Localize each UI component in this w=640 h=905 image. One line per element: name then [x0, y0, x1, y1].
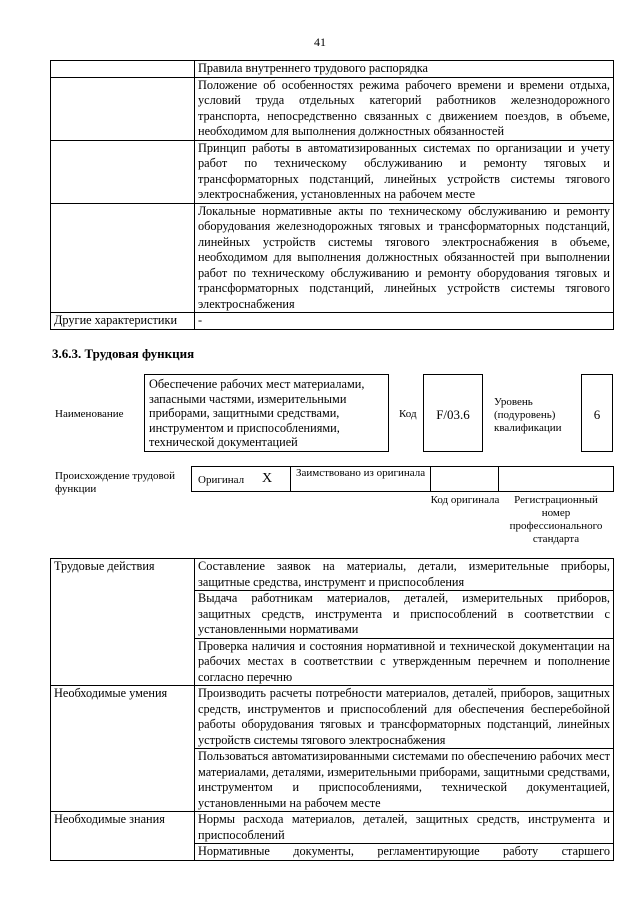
group-label: Необходимые умения [51, 686, 195, 812]
page-number: 41 [314, 35, 326, 49]
item-text: Составление заявок на материалы, детали, измерительные приборы, защитные средства, инструмент и приспособления [195, 559, 614, 591]
row-text: Принцип работы в автоматизированных системах по организации и учету работ по техническому обслуживанию и ремонту тяговых и трансформаторных подстанций, линейных устройств системы тягового электроснабжения, установленных на рабочем месте [195, 140, 614, 203]
table-row [51, 140, 614, 203]
original-mark: X [262, 471, 273, 486]
group-label: Необходимые знания [51, 812, 195, 861]
origin-label: Происхождение трудовой функции [55, 470, 176, 495]
row-text: Локальные нормативные акты по техническому обслуживанию и ремонту оборудования железнодорожных тяговых и трансформаторных подстанций, линейных устройств системы тягового электроснабжения в объеме, необходимом для выполнения должностных обязанностей при выполнении работ по техническому обслуживанию и ремонту оборудования тяговых и трансформаторных подстанций, линейных устройств системы тягового электроснабжения [195, 203, 614, 313]
function-name-value: Обеспечение рабочих мест материалами, запасными частями, измерительными приборами, защитными средствами, инструментом и приспособлениями, технической документацией [144, 374, 389, 452]
section-title: 3.6.3. Трудовая функция [52, 346, 195, 361]
row-label [51, 77, 195, 140]
item-text: Пользоваться автоматизированными системами по обеспечению рабочих мест материалами, деталями, измерительными приборами, защитными средствами, инструментом и приспособлениями, технической документацией, установленными на рабочем месте [195, 749, 614, 812]
divider [430, 467, 431, 491]
name-label: Наименование [55, 408, 124, 420]
table-row [51, 812, 614, 844]
row-label [51, 61, 195, 78]
item-text: Проверка наличия и состояния нормативной и технической документации на рабочих местах в соответствии с утвержденным перечнем и пополнение согласно перечню [195, 638, 614, 686]
divider [498, 467, 499, 491]
table-row [51, 77, 614, 140]
table-row [51, 686, 614, 749]
code-value: F/03.6 [423, 374, 483, 452]
group-label: Трудовые действия [51, 559, 195, 686]
item-text: Нормы расхода материалов, деталей, защитных средств, инструмента и приспособлений [195, 812, 614, 844]
row-text: Положение об особенностях режима рабочего времени и времени отдыха, условий труда отдельных категорий работников железнодорожного транспорта, непосредственно связанных с движением поездов, в объеме, необходимом для выполнения должностных обязанностей [195, 77, 614, 140]
table-row [51, 61, 614, 78]
table-row [51, 559, 614, 591]
divider [290, 467, 291, 491]
row-text: - [195, 313, 614, 330]
original-label: Оригинал [198, 474, 245, 486]
item-text: Производить расчеты потребности материалов, деталей, приборов, защитных средств, инструментов и приспособлений для обеспечения бесперебойной работы оборудования тяговых и трансформаторных подстанций, линейных устройств системы тягового электроснабжения [195, 686, 614, 749]
table-row [51, 203, 614, 313]
row-label: Другие характеристики [51, 313, 195, 330]
level-value: 6 [581, 374, 613, 452]
row-label [51, 140, 195, 203]
code-original-caption: Код оригинала [430, 494, 500, 506]
item-text: Нормативные документы, регламентирующие работу старшего [195, 844, 614, 861]
level-label: Уровень (подуровень) квалификации [494, 396, 562, 434]
borrowed-label: Заимствовано из оригинала [296, 467, 426, 479]
registration-caption: Регистрационный номер профессионального стандарта [509, 494, 603, 545]
row-text: Правила внутреннего трудового распорядка [195, 61, 614, 78]
code-label: Код [399, 408, 417, 420]
item-text: Выдача работникам материалов, деталей, измерительных приборов, защитных средств, инструмента и приспособлений в соответствии с установленными нормативами [195, 591, 614, 639]
origin-box [191, 466, 614, 492]
function-details-table [50, 558, 614, 861]
knowledge-table-continued [50, 60, 614, 330]
row-label [51, 203, 195, 313]
table-row [51, 313, 614, 330]
